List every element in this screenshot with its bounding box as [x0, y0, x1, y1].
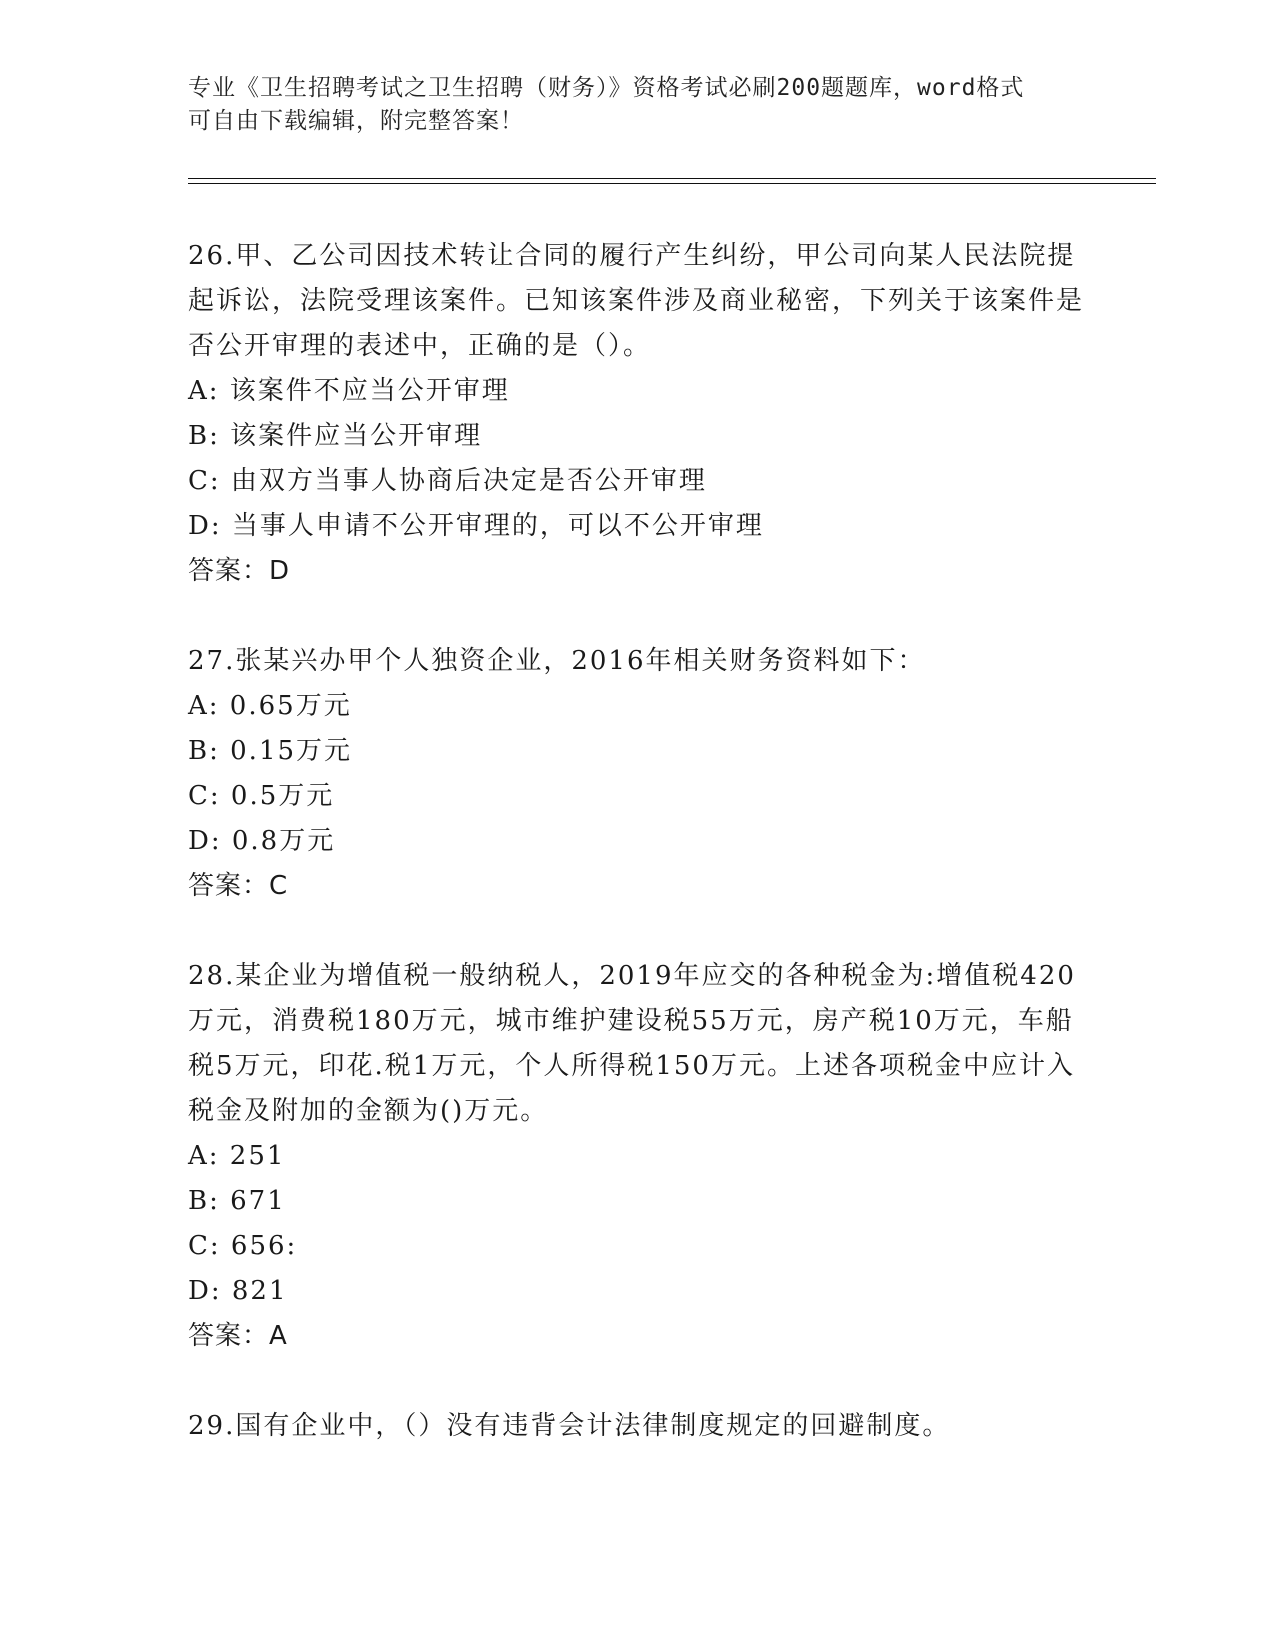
- option-b: B: 该案件应当公开审理: [188, 421, 483, 451]
- question-list: [188, 234, 1088, 1494]
- header-divider-bottom: [188, 183, 1156, 184]
- option-b: B: 671: [188, 1186, 286, 1216]
- answer-label: 答案：A: [188, 1321, 288, 1351]
- header-divider-top: [188, 178, 1156, 179]
- question-28: [188, 954, 1088, 1359]
- option-c: C: 0.5万元: [188, 781, 335, 811]
- option-b: B: 0.15万元: [188, 736, 353, 766]
- question-stem: 26.甲、乙公司因技术转让合同的履行产生纠纷，甲公司向某人民法院提起诉讼，法院受理该案件。已知该案件涉及商业秘密，下列关于该案件是否公开审理的表述中，正确的是（）。: [188, 241, 1085, 361]
- question-stem: 27.张某兴办甲个人独资企业，2016年相关财务资料如下：: [188, 646, 926, 676]
- option-a: A: 251: [188, 1141, 286, 1171]
- header-line-2: 可自由下载编辑，附完整答案！: [188, 108, 524, 134]
- question-stem: 29.国有企业中，（）没有违背会计法律制度规定的回避制度。: [188, 1411, 951, 1441]
- option-a: A: 0.65万元: [188, 691, 352, 721]
- option-c: C: 656:: [188, 1231, 298, 1261]
- document-header: [188, 72, 1088, 138]
- header-line-1: 专业《卫生招聘考试之卫生招聘（财务）》资格考试必刷200题题库，word格式: [188, 75, 1025, 101]
- question-stem: 28.某企业为增值税一般纳税人，2019年应交的各种税金为:增值税420万元，消费税180万元，城市维护建设税55万元，房产税10万元，车船税5万元，印花.税1万元，个人所得税150万元。上述各项税金中应计入税金及附加的金额为()万元。: [188, 961, 1076, 1126]
- option-d: D: 当事人申请不公开审理的，可以不公开审理: [188, 511, 764, 541]
- question-26: [188, 234, 1088, 594]
- option-a: A: 该案件不应当公开审理: [188, 376, 510, 406]
- answer-label: 答案：D: [188, 556, 291, 586]
- option-c: C: 由双方当事人协商后决定是否公开审理: [188, 466, 707, 496]
- question-29: [188, 1404, 1088, 1449]
- answer-label: 答案：C: [188, 871, 289, 901]
- option-d: D: 821: [188, 1276, 288, 1306]
- question-27: [188, 639, 1088, 909]
- option-d: D: 0.8万元: [188, 826, 336, 856]
